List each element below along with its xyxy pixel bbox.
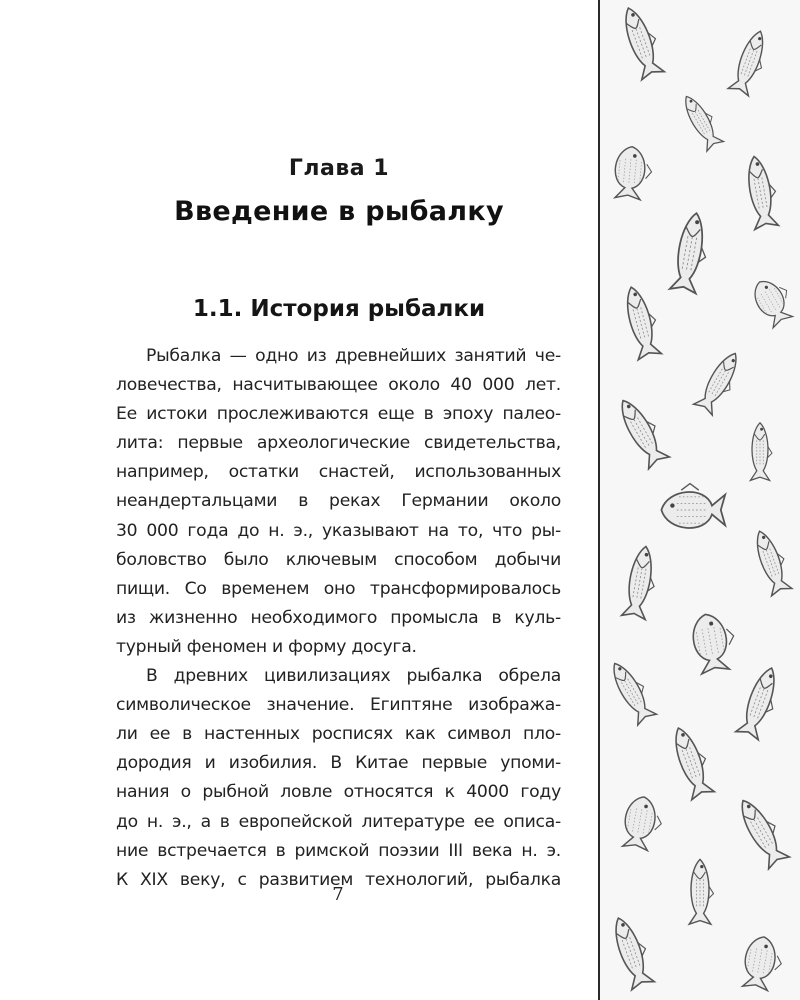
text-line: лита: первые археологические свидетельства, (116, 433, 561, 454)
fish-icon (613, 145, 654, 200)
fish-icon (678, 90, 726, 151)
fish-icon (736, 664, 786, 741)
fish-icon (749, 527, 794, 596)
text-line: 30 000 года до н. э., указывают на то, что ры- (116, 520, 561, 541)
fish-pattern-illustration (598, 0, 800, 1000)
fish-icon (689, 610, 739, 674)
text-line: нания о рыбной ловле относятся к 4000 году (116, 782, 561, 803)
fish-icon (661, 484, 725, 528)
fish-icon (742, 154, 781, 230)
fish-icon (733, 793, 792, 869)
text-line: турный феномен и форму досуга. (116, 636, 417, 657)
chapter-title: Введение в рыбалку (174, 196, 504, 227)
fish-icon (617, 3, 667, 80)
fish-icon (750, 423, 772, 481)
text-line: ние встречается в римской поэзии III века н. э. (116, 840, 561, 861)
text-line: К XIX веку, с развитием технологий, рыбалка (116, 869, 561, 890)
fish-icon (621, 794, 666, 852)
text-line: ловечества, насчитывающее около 40 000 лет. (116, 375, 561, 396)
fish-icon (607, 913, 657, 990)
text-line: до н. э., а в европейской литературе ее описа- (116, 811, 561, 832)
text-line: Ее истоки прослеживаются еще в эпоху палео- (116, 404, 561, 425)
fish-pattern-svg (600, 0, 800, 1000)
text-line: дородия и изобилия. В Китае первые упоми- (116, 753, 561, 774)
fish-icon (728, 28, 773, 97)
text-line: символическое значение. Египтяне изобража- (116, 695, 561, 716)
fish-icon (689, 859, 713, 924)
chapter-label: Глава 1 (288, 156, 390, 181)
text-line: боловство было ключевым способом добычи (116, 549, 561, 570)
text-line: например, остатки снастей, использованных (116, 462, 561, 483)
fish-icon (622, 544, 661, 620)
fish-icon (613, 393, 672, 469)
fish-icon (741, 934, 786, 992)
page-number: 7 (332, 884, 344, 905)
text-line: пищи. Со временем оно трансформировалось (116, 578, 561, 599)
text-line: В древних цивилизациях рыбалка обрела (146, 666, 561, 687)
text-line: ли ее в настенных росписях как символ пло- (116, 724, 561, 745)
fish-icon (670, 211, 713, 294)
text-line: из жизненно необходимого промысла в куль- (116, 607, 561, 628)
text-line: Рыбалка — одно из древнейших занятий че- (146, 346, 561, 366)
fish-icon (620, 283, 665, 360)
text-line: неандертальцами в реках Германии около (116, 491, 561, 512)
fish-icon (748, 272, 799, 328)
fish-icon (694, 348, 747, 416)
body-text (116, 342, 561, 895)
section-title: 1.1. История рыбалки (192, 296, 486, 322)
fish-icon (605, 657, 658, 725)
fish-icon (667, 723, 717, 800)
